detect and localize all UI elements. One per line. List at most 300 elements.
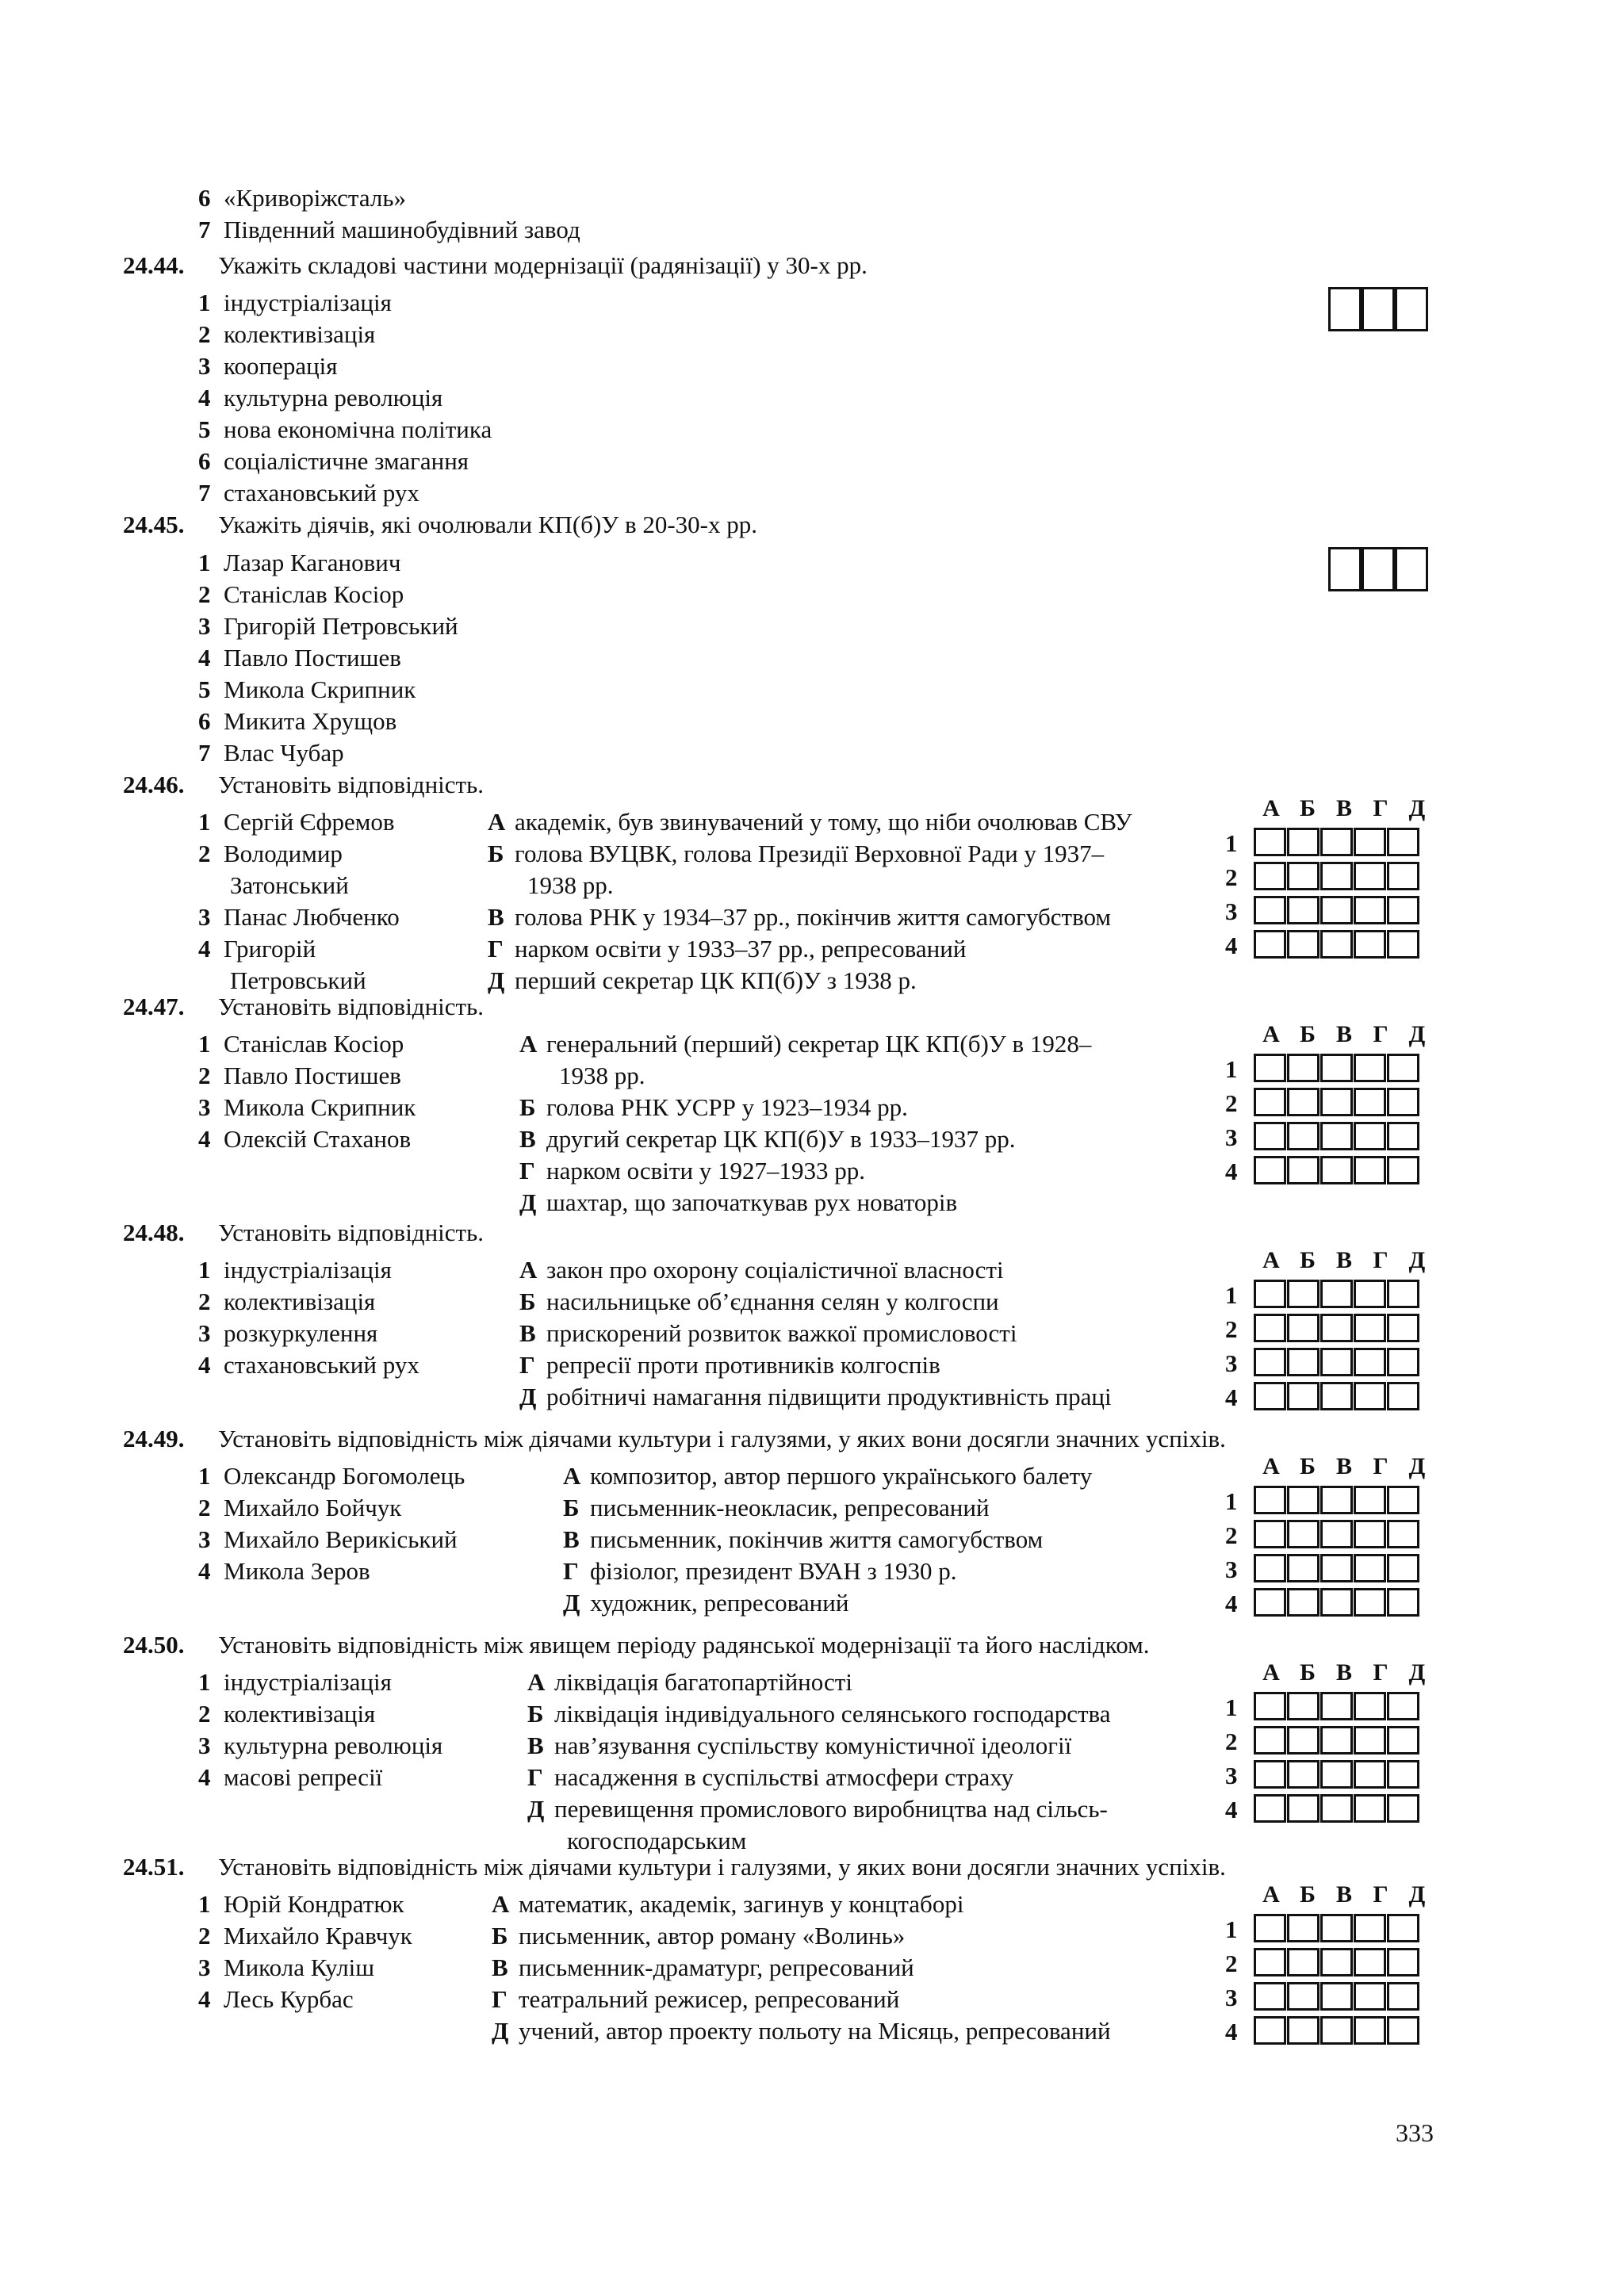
q47-cell-4-3[interactable] xyxy=(1320,1156,1353,1184)
q50-cell-1-3[interactable] xyxy=(1320,1692,1353,1720)
q50-cell-3-4[interactable] xyxy=(1354,1760,1386,1789)
q48-grid-col-2: Б xyxy=(1300,1247,1316,1273)
q49-left-1-num: 1 xyxy=(198,1462,211,1490)
q50-left-4-num: 4 xyxy=(198,1763,211,1791)
q51-prompt: Установіть відповідність між діячами культури і галузями, у яких вони досягли значних успіхів. xyxy=(218,1853,1226,1881)
q49-cell-2-5[interactable] xyxy=(1387,1520,1419,1548)
q50-cell-4-1[interactable] xyxy=(1254,1794,1286,1823)
q50-right-1 xyxy=(527,1667,852,1698)
q48-cell-3-3[interactable] xyxy=(1320,1348,1353,1376)
q48-cell-2-3[interactable] xyxy=(1320,1314,1353,1342)
q47-right-3-letter: Б xyxy=(519,1093,536,1121)
q46-cell-1-4[interactable] xyxy=(1354,828,1386,856)
q48-cell-3-2[interactable] xyxy=(1287,1348,1320,1376)
q50-cell-4-4[interactable] xyxy=(1354,1794,1386,1823)
q49-cell-4-5[interactable] xyxy=(1387,1588,1419,1617)
q49-cell-2-3[interactable] xyxy=(1320,1520,1353,1548)
q48-grid-col-4: Г xyxy=(1373,1247,1388,1273)
q46-grid-header xyxy=(1253,793,1435,825)
q49-grid-header xyxy=(1253,1451,1435,1483)
q49-cell-4-3[interactable] xyxy=(1320,1588,1353,1617)
q45-answer-box-2[interactable] xyxy=(1362,547,1395,591)
q49-cell-3-1[interactable] xyxy=(1254,1554,1286,1582)
q49-cell-4-2[interactable] xyxy=(1287,1588,1320,1617)
q51-grid-row-label: 2 xyxy=(1225,1950,1238,1977)
q48-left-2-text: колективізація xyxy=(224,1288,376,1315)
q47-right-6-letter: Д xyxy=(519,1188,537,1216)
q47-left-4-num: 4 xyxy=(198,1125,211,1153)
q46-right-6-text: перший секретар ЦК КП(б)У з 1938 р. xyxy=(515,966,917,994)
q44-option-7-text: стахановський рух xyxy=(224,479,419,507)
q46-cell-2-1[interactable] xyxy=(1254,862,1286,890)
q51-left-3-text: Микола Куліш xyxy=(224,1954,375,1981)
q48-grid-row-3 xyxy=(1225,1348,1431,1378)
q49-right-5-text: художник, репресований xyxy=(590,1589,849,1617)
q44-option-7 xyxy=(198,477,419,509)
q50-cell-3-5[interactable] xyxy=(1387,1760,1419,1789)
q51-grid-row-2 xyxy=(1225,1948,1431,1978)
q47-right-5-text: нарком освіти у 1927–1933 рр. xyxy=(546,1157,866,1184)
q51-right-3-text: письменник-драматург, репресований xyxy=(519,1954,914,1981)
q46-grid-col-4: Г xyxy=(1373,795,1388,821)
q46-cell-4-1[interactable] xyxy=(1254,930,1286,959)
q47-cell-1-4[interactable] xyxy=(1354,1054,1386,1082)
q48-cell-3-1[interactable] xyxy=(1254,1348,1286,1376)
q47-grid-col-1: А xyxy=(1262,1021,1280,1047)
q45-option-4 xyxy=(198,642,401,674)
q50-left-3-text: культурна революція xyxy=(224,1732,443,1759)
q44-option-4 xyxy=(198,382,442,414)
q48-cell-2-4[interactable] xyxy=(1354,1314,1386,1342)
q48-right-5-letter: Д xyxy=(519,1383,537,1410)
q51-left-1 xyxy=(198,1888,404,1920)
q48-right-2 xyxy=(519,1286,999,1318)
q47-right-3 xyxy=(519,1092,908,1123)
q51-cell-3-5[interactable] xyxy=(1387,1982,1419,2011)
q51-cell-1-5[interactable] xyxy=(1387,1914,1419,1942)
q44-option-2-num: 2 xyxy=(198,320,211,348)
q51-cell-3-1[interactable] xyxy=(1254,1982,1286,2011)
q50-cell-1-2[interactable] xyxy=(1287,1692,1320,1720)
q48-cell-2-1[interactable] xyxy=(1254,1314,1286,1342)
q49-grid-row-label: 3 xyxy=(1225,1556,1238,1583)
q49-cell-2-1[interactable] xyxy=(1254,1520,1286,1548)
q50-right-2 xyxy=(527,1698,1111,1730)
q47-grid-row-label: 1 xyxy=(1225,1055,1238,1083)
q45-answer-box-3[interactable] xyxy=(1395,547,1428,591)
q50-right-5-text: перевищення промислового виробництва над сільсь- xyxy=(554,1795,1108,1823)
q50-grid-row-1 xyxy=(1225,1692,1431,1722)
q51-grid-row-label: 4 xyxy=(1225,2018,1238,2045)
q48-right-4 xyxy=(519,1349,940,1381)
q51-cell-2-5[interactable] xyxy=(1387,1948,1419,1976)
q49-right-3 xyxy=(563,1524,1043,1556)
q45-answer-box-1[interactable] xyxy=(1328,547,1362,591)
q46-cell-3-2[interactable] xyxy=(1287,896,1320,924)
q51-cell-2-4[interactable] xyxy=(1354,1948,1386,1976)
q45-number: 24.45. xyxy=(123,511,185,538)
q44-answer-box-1[interactable] xyxy=(1328,287,1362,331)
q49-cell-3-2[interactable] xyxy=(1287,1554,1320,1582)
q47-grid-col-4: Г xyxy=(1373,1021,1388,1047)
q45-option-2-text: Станіслав Косіор xyxy=(224,580,404,608)
q48-cell-4-1[interactable] xyxy=(1254,1382,1286,1410)
top-item-7 xyxy=(198,214,580,246)
q46-grid-row-4 xyxy=(1225,930,1431,960)
q49-grid-row-1 xyxy=(1225,1486,1431,1516)
q51-right-1 xyxy=(492,1888,963,1920)
q50-left-1-num: 1 xyxy=(198,1668,211,1696)
q49-left-4-num: 4 xyxy=(198,1557,211,1585)
q48-left-3-text: розкуркулення xyxy=(224,1319,378,1347)
q49-cell-2-4[interactable] xyxy=(1354,1520,1386,1548)
q51-cell-1-1[interactable] xyxy=(1254,1914,1286,1942)
q46-grid-row-label: 1 xyxy=(1225,829,1238,857)
q47-grid-row-3 xyxy=(1225,1122,1431,1152)
q46-cell-2-3[interactable] xyxy=(1320,862,1353,890)
q45-option-4-num: 4 xyxy=(198,644,211,672)
q50-left-4 xyxy=(198,1762,382,1793)
q47-cell-3-1[interactable] xyxy=(1254,1122,1286,1150)
top-item-6-num: 6 xyxy=(198,184,211,212)
q46-left-1-text: Сергій Єфремов xyxy=(224,808,395,836)
q49-right-1-text: композитор, автор першого українського балету xyxy=(590,1462,1093,1490)
q50-grid-row-label: 1 xyxy=(1225,1693,1238,1721)
q51-cell-4-3[interactable] xyxy=(1320,2016,1353,2045)
q50-right-2-text: ліквідація індивідуального селянського господарства xyxy=(554,1700,1111,1728)
q51-left-2 xyxy=(198,1920,412,1952)
q48-cell-1-4[interactable] xyxy=(1354,1280,1386,1308)
q51-right-3-letter: В xyxy=(492,1954,508,1981)
q47-grid-row-4 xyxy=(1225,1156,1431,1186)
q46-grid-col-5: Д xyxy=(1408,795,1426,821)
q46-grid-row-label: 4 xyxy=(1225,932,1238,959)
q49-cell-4-1[interactable] xyxy=(1254,1588,1286,1617)
q47-grid-row-1 xyxy=(1225,1054,1431,1084)
q48-cell-1-5[interactable] xyxy=(1387,1280,1419,1308)
q47-cell-1-5[interactable] xyxy=(1387,1054,1419,1082)
q47-cell-4-4[interactable] xyxy=(1354,1156,1386,1184)
q44-answer-box-3[interactable] xyxy=(1395,287,1428,331)
q50-cell-3-3[interactable] xyxy=(1320,1760,1353,1789)
q51-left-2-num: 2 xyxy=(198,1922,211,1950)
q51-grid-col-1: А xyxy=(1262,1881,1280,1908)
q46-cell-3-1[interactable] xyxy=(1254,896,1286,924)
q51-grid-col-4: Г xyxy=(1373,1881,1388,1908)
q47-number: 24.47. xyxy=(123,993,185,1020)
q51-number: 24.51. xyxy=(123,1853,185,1881)
q46-right-cont: 1938 рр. xyxy=(527,871,614,899)
q51-cell-2-3[interactable] xyxy=(1320,1948,1353,1976)
q51-cell-3-4[interactable] xyxy=(1354,1982,1386,2011)
q47-cell-4-2[interactable] xyxy=(1287,1156,1320,1184)
q49-right-4-text: фізіолог, президент ВУАН з 1930 р. xyxy=(590,1557,957,1585)
q47-cell-3-2[interactable] xyxy=(1287,1122,1320,1150)
q50-right-3 xyxy=(527,1730,1071,1762)
q46-right-2-text: голова ВУЦВК, голова Президії Верховної Ради у 1937– xyxy=(515,840,1105,867)
q49-left-3-num: 3 xyxy=(198,1525,211,1553)
q48-cell-4-4[interactable] xyxy=(1354,1382,1386,1410)
q48-cell-4-3[interactable] xyxy=(1320,1382,1353,1410)
q50-cell-1-1[interactable] xyxy=(1254,1692,1286,1720)
q50-grid-col-2: Б xyxy=(1300,1659,1316,1686)
q49-right-4 xyxy=(563,1556,957,1587)
q48-grid-col-1: А xyxy=(1262,1247,1280,1273)
q50-cell-2-2[interactable] xyxy=(1287,1726,1320,1755)
q51-cell-1-3[interactable] xyxy=(1320,1914,1353,1942)
q49-cell-3-4[interactable] xyxy=(1354,1554,1386,1582)
q49-cell-1-4[interactable] xyxy=(1354,1486,1386,1514)
q47-left-3-text: Микола Скрипник xyxy=(224,1093,416,1121)
q49-cell-4-4[interactable] xyxy=(1354,1588,1386,1617)
q47-right-6-text: шахтар, що започаткував рух новаторів xyxy=(546,1188,958,1216)
q48-right-2-letter: Б xyxy=(519,1288,536,1315)
q51-left-1-text: Юрій Кондратюк xyxy=(224,1890,404,1918)
q50-right-4-text: насадження в суспільстві атмосфери страху xyxy=(554,1763,1014,1791)
q49-cell-3-3[interactable] xyxy=(1320,1554,1353,1582)
q46-cell-4-2[interactable] xyxy=(1287,930,1320,959)
q49-left-2 xyxy=(198,1492,401,1524)
q46-cell-3-4[interactable] xyxy=(1354,896,1386,924)
q47-right-4-text: другий секретар ЦК КП(б)У в 1933–1937 рр. xyxy=(546,1125,1016,1153)
q49-grid-row-3 xyxy=(1225,1554,1431,1584)
q51-cell-1-2[interactable] xyxy=(1287,1914,1320,1942)
q45-option-1-text: Лазар Каганович xyxy=(224,549,401,576)
q48-left-1 xyxy=(198,1254,392,1286)
q47-right-1-letter: А xyxy=(519,1030,538,1058)
q48-right-3-letter: В xyxy=(519,1319,536,1347)
q49-right-5-letter: Д xyxy=(563,1589,580,1617)
q47-cell-3-3[interactable] xyxy=(1320,1122,1353,1150)
q46-cell-4-4[interactable] xyxy=(1354,930,1386,959)
q51-grid-col-3: В xyxy=(1335,1881,1352,1908)
q50-grid-row-label: 2 xyxy=(1225,1728,1238,1755)
q47-cell-2-1[interactable] xyxy=(1254,1088,1286,1116)
q47-grid-row-2 xyxy=(1225,1088,1431,1118)
q44-option-3-text: кооперація xyxy=(224,352,338,380)
q46-right-4-text: голова РНК у 1934–37 рр., покінчив життя самогубством xyxy=(515,903,1112,931)
q49-left-4 xyxy=(198,1556,370,1587)
q50-cell-2-5[interactable] xyxy=(1387,1726,1419,1755)
q46-grid-col-1: А xyxy=(1262,795,1280,821)
q50-cell-4-5[interactable] xyxy=(1387,1794,1419,1823)
q44-option-5-text: нова економічна політика xyxy=(224,415,492,443)
q48-cell-1-3[interactable] xyxy=(1320,1280,1353,1308)
q46-cell-1-5[interactable] xyxy=(1387,828,1419,856)
q50-cell-2-1[interactable] xyxy=(1254,1726,1286,1755)
q47-cell-1-2[interactable] xyxy=(1287,1054,1320,1082)
q49-cell-1-2[interactable] xyxy=(1287,1486,1320,1514)
q46-cell-3-5[interactable] xyxy=(1387,896,1419,924)
q44-answer-box-2[interactable] xyxy=(1362,287,1395,331)
q46-left-1 xyxy=(198,806,395,838)
q50-prompt: Установіть відповідність між явищем періоду радянської модернізації та його наслідком. xyxy=(218,1631,1150,1659)
q50-right-2-letter: Б xyxy=(527,1700,544,1728)
q46-cell-1-1[interactable] xyxy=(1254,828,1286,856)
q51-cell-4-4[interactable] xyxy=(1354,2016,1386,2045)
q49-left-3 xyxy=(198,1524,458,1556)
q50-right-1-text: ліквідація багатопартійності xyxy=(554,1668,852,1696)
q51-left-1-num: 1 xyxy=(198,1890,211,1918)
q47-cell-2-3[interactable] xyxy=(1320,1088,1353,1116)
q49-grid-col-3: В xyxy=(1335,1453,1352,1479)
q49-right-1-letter: А xyxy=(563,1462,581,1490)
q47-grid-col-3: В xyxy=(1335,1021,1352,1047)
q46-cell-1-3[interactable] xyxy=(1320,828,1353,856)
q46-cell-4-3[interactable] xyxy=(1320,930,1353,959)
q47-cell-2-4[interactable] xyxy=(1354,1088,1386,1116)
q46-cell-2-2[interactable] xyxy=(1287,862,1320,890)
q48-left-3-num: 3 xyxy=(198,1319,211,1347)
q46-grid-row-1 xyxy=(1225,828,1431,858)
q50-grid-row-label: 4 xyxy=(1225,1796,1238,1823)
q49-grid-col-1: А xyxy=(1262,1453,1280,1479)
q51-right-1-letter: А xyxy=(492,1890,510,1918)
q44-option-7-num: 7 xyxy=(198,479,211,507)
q48-cell-1-2[interactable] xyxy=(1287,1280,1320,1308)
q51-cell-4-2[interactable] xyxy=(1287,2016,1320,2045)
q48-cell-3-5[interactable] xyxy=(1387,1348,1419,1376)
q44-option-1-text: індустріалізація xyxy=(224,289,392,316)
q50-right-4 xyxy=(527,1762,1013,1793)
q46-grid-row-3 xyxy=(1225,896,1431,926)
q49-right-2 xyxy=(563,1492,990,1524)
q48-right-4-letter: Г xyxy=(519,1351,535,1379)
q51-cell-1-4[interactable] xyxy=(1354,1914,1386,1942)
q46-left-4 xyxy=(198,933,316,965)
q46-cell-3-3[interactable] xyxy=(1320,896,1353,924)
q51-left-2-text: Михайло Кравчук xyxy=(224,1922,412,1950)
q46-right-4-letter: В xyxy=(488,903,504,931)
q51-left-4-text: Лесь Курбас xyxy=(224,1985,354,2013)
q50-cell-3-1[interactable] xyxy=(1254,1760,1286,1789)
q49-cell-1-1[interactable] xyxy=(1254,1486,1286,1514)
q46-cell-4-5[interactable] xyxy=(1387,930,1419,959)
q47-left-1 xyxy=(198,1028,404,1060)
q47-cell-3-4[interactable] xyxy=(1354,1122,1386,1150)
q50-left-2-text: колективізація xyxy=(224,1700,376,1728)
q49-cell-2-2[interactable] xyxy=(1287,1520,1320,1548)
q47-cell-4-1[interactable] xyxy=(1254,1156,1286,1184)
q50-cell-1-4[interactable] xyxy=(1354,1692,1386,1720)
q47-right-4-letter: В xyxy=(519,1125,536,1153)
q50-left-3-num: 3 xyxy=(198,1732,211,1759)
q51-cell-2-1[interactable] xyxy=(1254,1948,1286,1976)
q49-right-3-letter: В xyxy=(563,1525,580,1553)
q45-option-7 xyxy=(198,737,344,769)
q47-cell-3-5[interactable] xyxy=(1387,1122,1419,1150)
q48-grid-row-2 xyxy=(1225,1314,1431,1344)
q48-cell-3-4[interactable] xyxy=(1354,1348,1386,1376)
q46-left-1-num: 1 xyxy=(198,808,211,836)
q50-cell-1-5[interactable] xyxy=(1387,1692,1419,1720)
q47-right-1 xyxy=(519,1028,1091,1060)
q49-grid-row-2 xyxy=(1225,1520,1431,1550)
q46-left-3-text: Панас Любченко xyxy=(224,903,400,931)
q48-grid-row-label: 2 xyxy=(1225,1315,1238,1343)
q50-cell-2-4[interactable] xyxy=(1354,1726,1386,1755)
q51-left-4-num: 4 xyxy=(198,1985,211,2013)
q51-cell-3-2[interactable] xyxy=(1287,1982,1320,2011)
q50-cell-3-2[interactable] xyxy=(1287,1760,1320,1789)
q50-grid-row-4 xyxy=(1225,1794,1431,1824)
q47-cell-2-2[interactable] xyxy=(1287,1088,1320,1116)
q45-option-2 xyxy=(198,579,404,610)
q45-option-3-num: 3 xyxy=(198,612,211,640)
q49-cell-1-3[interactable] xyxy=(1320,1486,1353,1514)
q48-left-1-num: 1 xyxy=(198,1256,211,1284)
q51-grid-row-label: 1 xyxy=(1225,1915,1238,1943)
q47-left-1-num: 1 xyxy=(198,1030,211,1058)
q50-cell-4-2[interactable] xyxy=(1287,1794,1320,1823)
q48-cell-2-2[interactable] xyxy=(1287,1314,1320,1342)
q46-left-cont: Затонський xyxy=(230,871,349,899)
q51-left-3-num: 3 xyxy=(198,1954,211,1981)
q46-left-2-text: Володимир xyxy=(224,840,343,867)
q47-cell-1-1[interactable] xyxy=(1254,1054,1286,1082)
q50-cell-4-3[interactable] xyxy=(1320,1794,1353,1823)
q48-cell-1-1[interactable] xyxy=(1254,1280,1286,1308)
q46-cell-2-5[interactable] xyxy=(1387,862,1419,890)
top-item-6 xyxy=(198,182,406,214)
q47-cell-2-5[interactable] xyxy=(1387,1088,1419,1116)
q48-grid-col-3: В xyxy=(1335,1247,1352,1273)
q44-option-2-text: колективізація xyxy=(224,320,376,348)
q51-right-5-text: учений, автор проекту польоту на Місяць, репресований xyxy=(519,2017,1111,2045)
q49-cell-1-5[interactable] xyxy=(1387,1486,1419,1514)
q44-option-1-num: 1 xyxy=(198,289,211,316)
q49-cell-3-5[interactable] xyxy=(1387,1554,1419,1582)
q46-left-4-num: 4 xyxy=(198,935,211,962)
q51-grid-row-4 xyxy=(1225,2016,1431,2046)
q51-cell-4-1[interactable] xyxy=(1254,2016,1286,2045)
q46-cell-1-2[interactable] xyxy=(1287,828,1320,856)
q47-cell-4-5[interactable] xyxy=(1387,1156,1419,1184)
q46-right-5 xyxy=(488,933,966,965)
q47-grid-row-label: 3 xyxy=(1225,1123,1238,1151)
q48-right-1 xyxy=(519,1254,1004,1286)
q51-right-2 xyxy=(492,1920,905,1952)
q47-cell-1-3[interactable] xyxy=(1320,1054,1353,1082)
q51-grid-row-3 xyxy=(1225,1982,1431,2012)
q47-grid-header xyxy=(1253,1019,1435,1050)
q44-option-3 xyxy=(198,350,338,382)
top-item-6-text: «Криворіжсталь» xyxy=(224,184,406,212)
q51-cell-2-2[interactable] xyxy=(1287,1948,1320,1976)
q50-right-3-letter: В xyxy=(527,1732,544,1759)
q51-cell-3-3[interactable] xyxy=(1320,1982,1353,2011)
q48-cell-4-2[interactable] xyxy=(1287,1382,1320,1410)
q48-cell-2-5[interactable] xyxy=(1387,1314,1419,1342)
q48-right-1-text: закон про охорону соціалістичної власності xyxy=(546,1256,1004,1284)
q44-option-1 xyxy=(198,287,392,319)
q49-number: 24.49. xyxy=(123,1425,185,1452)
q48-cell-4-5[interactable] xyxy=(1387,1382,1419,1410)
q51-cell-4-5[interactable] xyxy=(1387,2016,1419,2045)
q46-left-cont: Петровський xyxy=(230,966,366,994)
q46-cell-2-4[interactable] xyxy=(1354,862,1386,890)
q47-right-4 xyxy=(519,1123,1016,1155)
q50-cell-2-3[interactable] xyxy=(1320,1726,1353,1755)
q47-left-3-num: 3 xyxy=(198,1093,211,1121)
q50-grid-col-4: Г xyxy=(1373,1659,1388,1686)
q49-right-2-letter: Б xyxy=(563,1494,580,1521)
q50-grid-col-5: Д xyxy=(1408,1659,1426,1686)
q48-right-3 xyxy=(519,1318,1017,1349)
q44-option-4-num: 4 xyxy=(198,384,211,411)
q45-option-5 xyxy=(198,674,416,706)
q46-grid-row-label: 2 xyxy=(1225,863,1238,891)
